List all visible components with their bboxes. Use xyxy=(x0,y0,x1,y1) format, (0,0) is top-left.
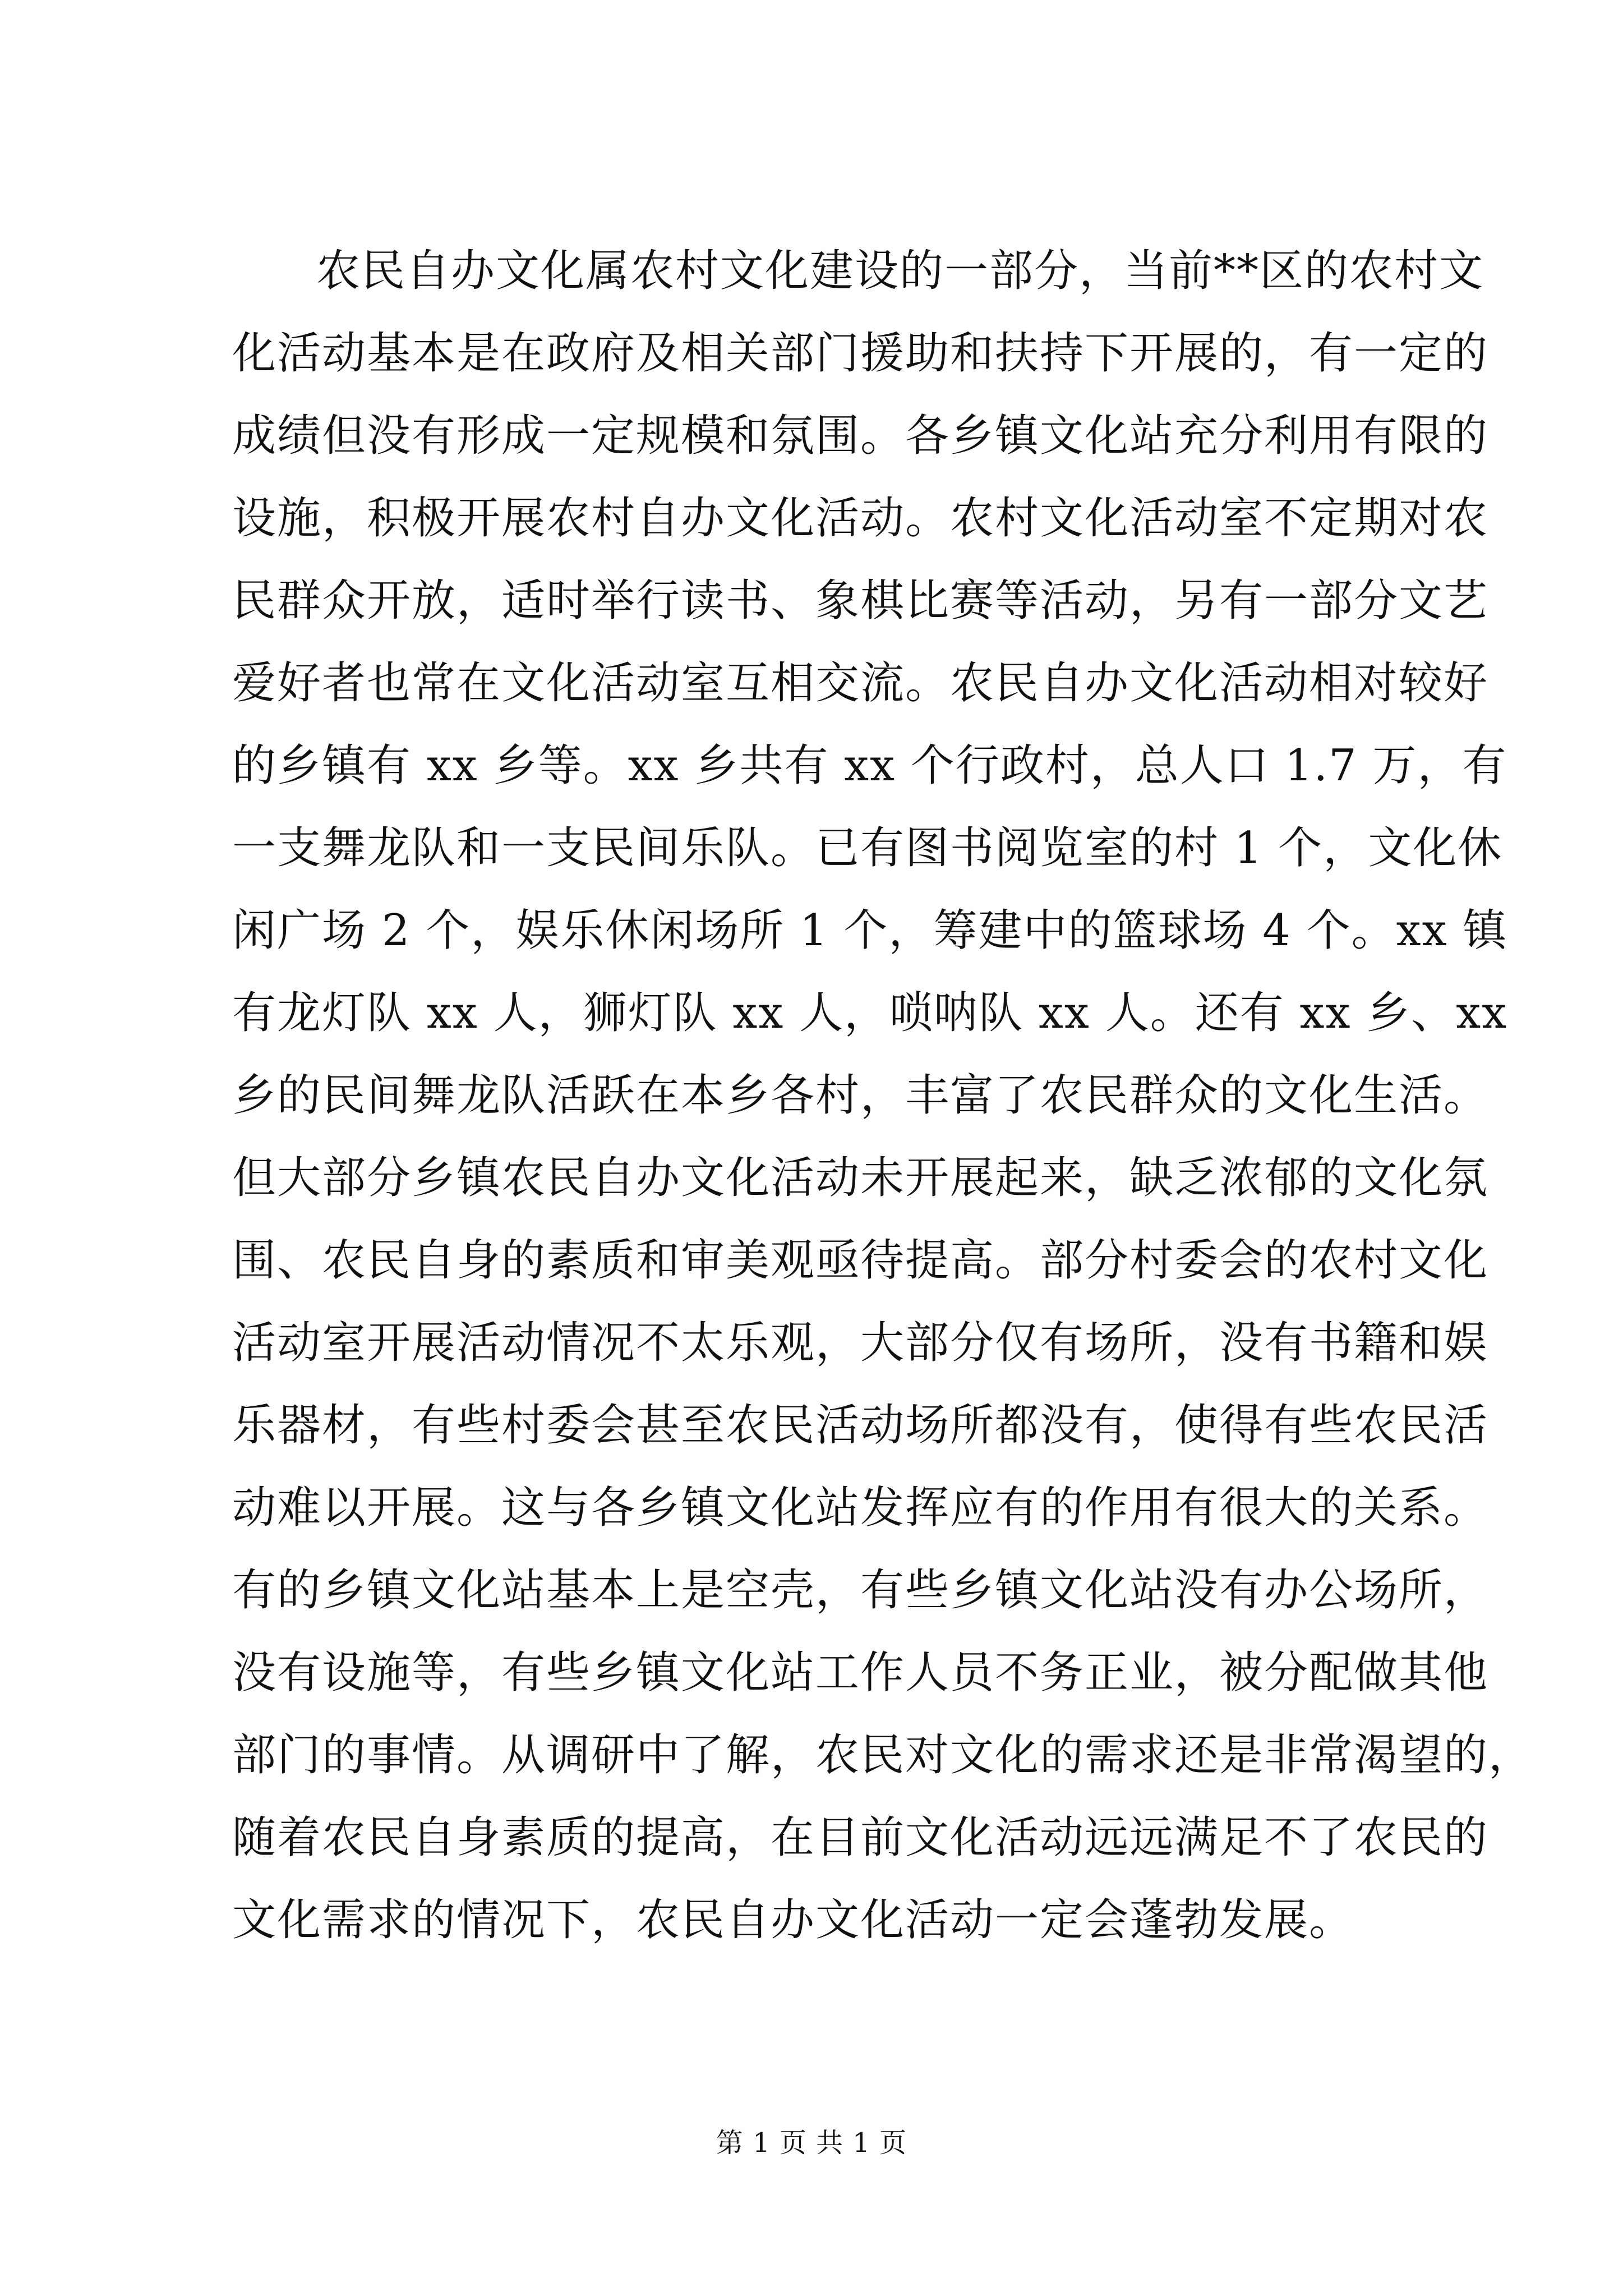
paragraph-line: 有的乡镇文化站基本上是空壳，有些乡镇文化站没有办公场所， xyxy=(232,1565,1489,1616)
paragraph-line: 成绩但没有形成一定规模和氛围。各乡镇文化站充分利用有限的 xyxy=(232,411,1489,461)
paragraph-line: 有龙灯队 xx 人，狮灯队 xx 人，唢呐队 xx 人。还有 xx 乡、xx xyxy=(232,988,1508,1038)
body-paragraph xyxy=(232,230,1534,1962)
paragraph-line: 化活动基本是在政府及相关部门援助和扶持下开展的，有一定的 xyxy=(232,328,1489,379)
paragraph-line: 的乡镇有 xx 乡等。xx 乡共有 xx 个行政村，总人口 1.7 万，有 xyxy=(232,740,1507,791)
paragraph-line: 农民自办文化属农村文化建设的一部分，当前**区的农村文 xyxy=(316,246,1484,296)
paragraph-line: 闲广场 2 个，娱乐休闲场所 1 个，筹建中的篮球场 4 个。xx 镇 xyxy=(232,905,1508,956)
paragraph-line: 活动室开展活动情况不太乐观，大部分仅有场所，没有书籍和娱 xyxy=(232,1318,1489,1368)
page-footer: 第 1 页 共 1 页 xyxy=(716,2127,907,2159)
paragraph-line: 随着农民自身素质的提高，在目前文化活动远远满足不了农民的 xyxy=(232,1812,1489,1863)
paragraph-line: 一支舞龙队和一支民间乐队。已有图书阅览室的村 1 个，文化休 xyxy=(232,823,1503,873)
paragraph-line: 民群众开放，适时举行读书、象棋比赛等活动，另有一部分文艺 xyxy=(232,576,1489,626)
paragraph-line: 围、农民自身的素质和审美观亟待提高。部分村委会的农村文化 xyxy=(232,1235,1489,1286)
paragraph-line: 但大部分乡镇农民自办文化活动未开展起来，缺乏浓郁的文化氛 xyxy=(232,1153,1489,1203)
paragraph-line: 部门的事情。从调研中了解，农民对文化的需求还是非常渴望的， xyxy=(232,1730,1534,1780)
paragraph-line: 文化需求的情况下，农民自办文化活动一定会蓬勃发展。 xyxy=(232,1895,1354,1945)
paragraph-line: 动难以开展。这与各乡镇文化站发挥应有的作用有很大的关系。 xyxy=(232,1483,1489,1533)
paragraph-line: 乐器材，有些村委会甚至农民活动场所都没有，使得有些农民活 xyxy=(232,1400,1489,1451)
paragraph-line: 爱好者也常在文化活动室互相交流。农民自办文化活动相对较好 xyxy=(232,658,1489,708)
paragraph-line: 设施，积极开展农村自办文化活动。农村文化活动室不定期对农 xyxy=(232,493,1489,544)
paragraph-line: 没有设施等，有些乡镇文化站工作人员不务正业，被分配做其他 xyxy=(232,1648,1489,1698)
paragraph-line: 乡的民间舞龙队活跃在本乡各村，丰富了农民群众的文化生活。 xyxy=(232,1070,1489,1121)
